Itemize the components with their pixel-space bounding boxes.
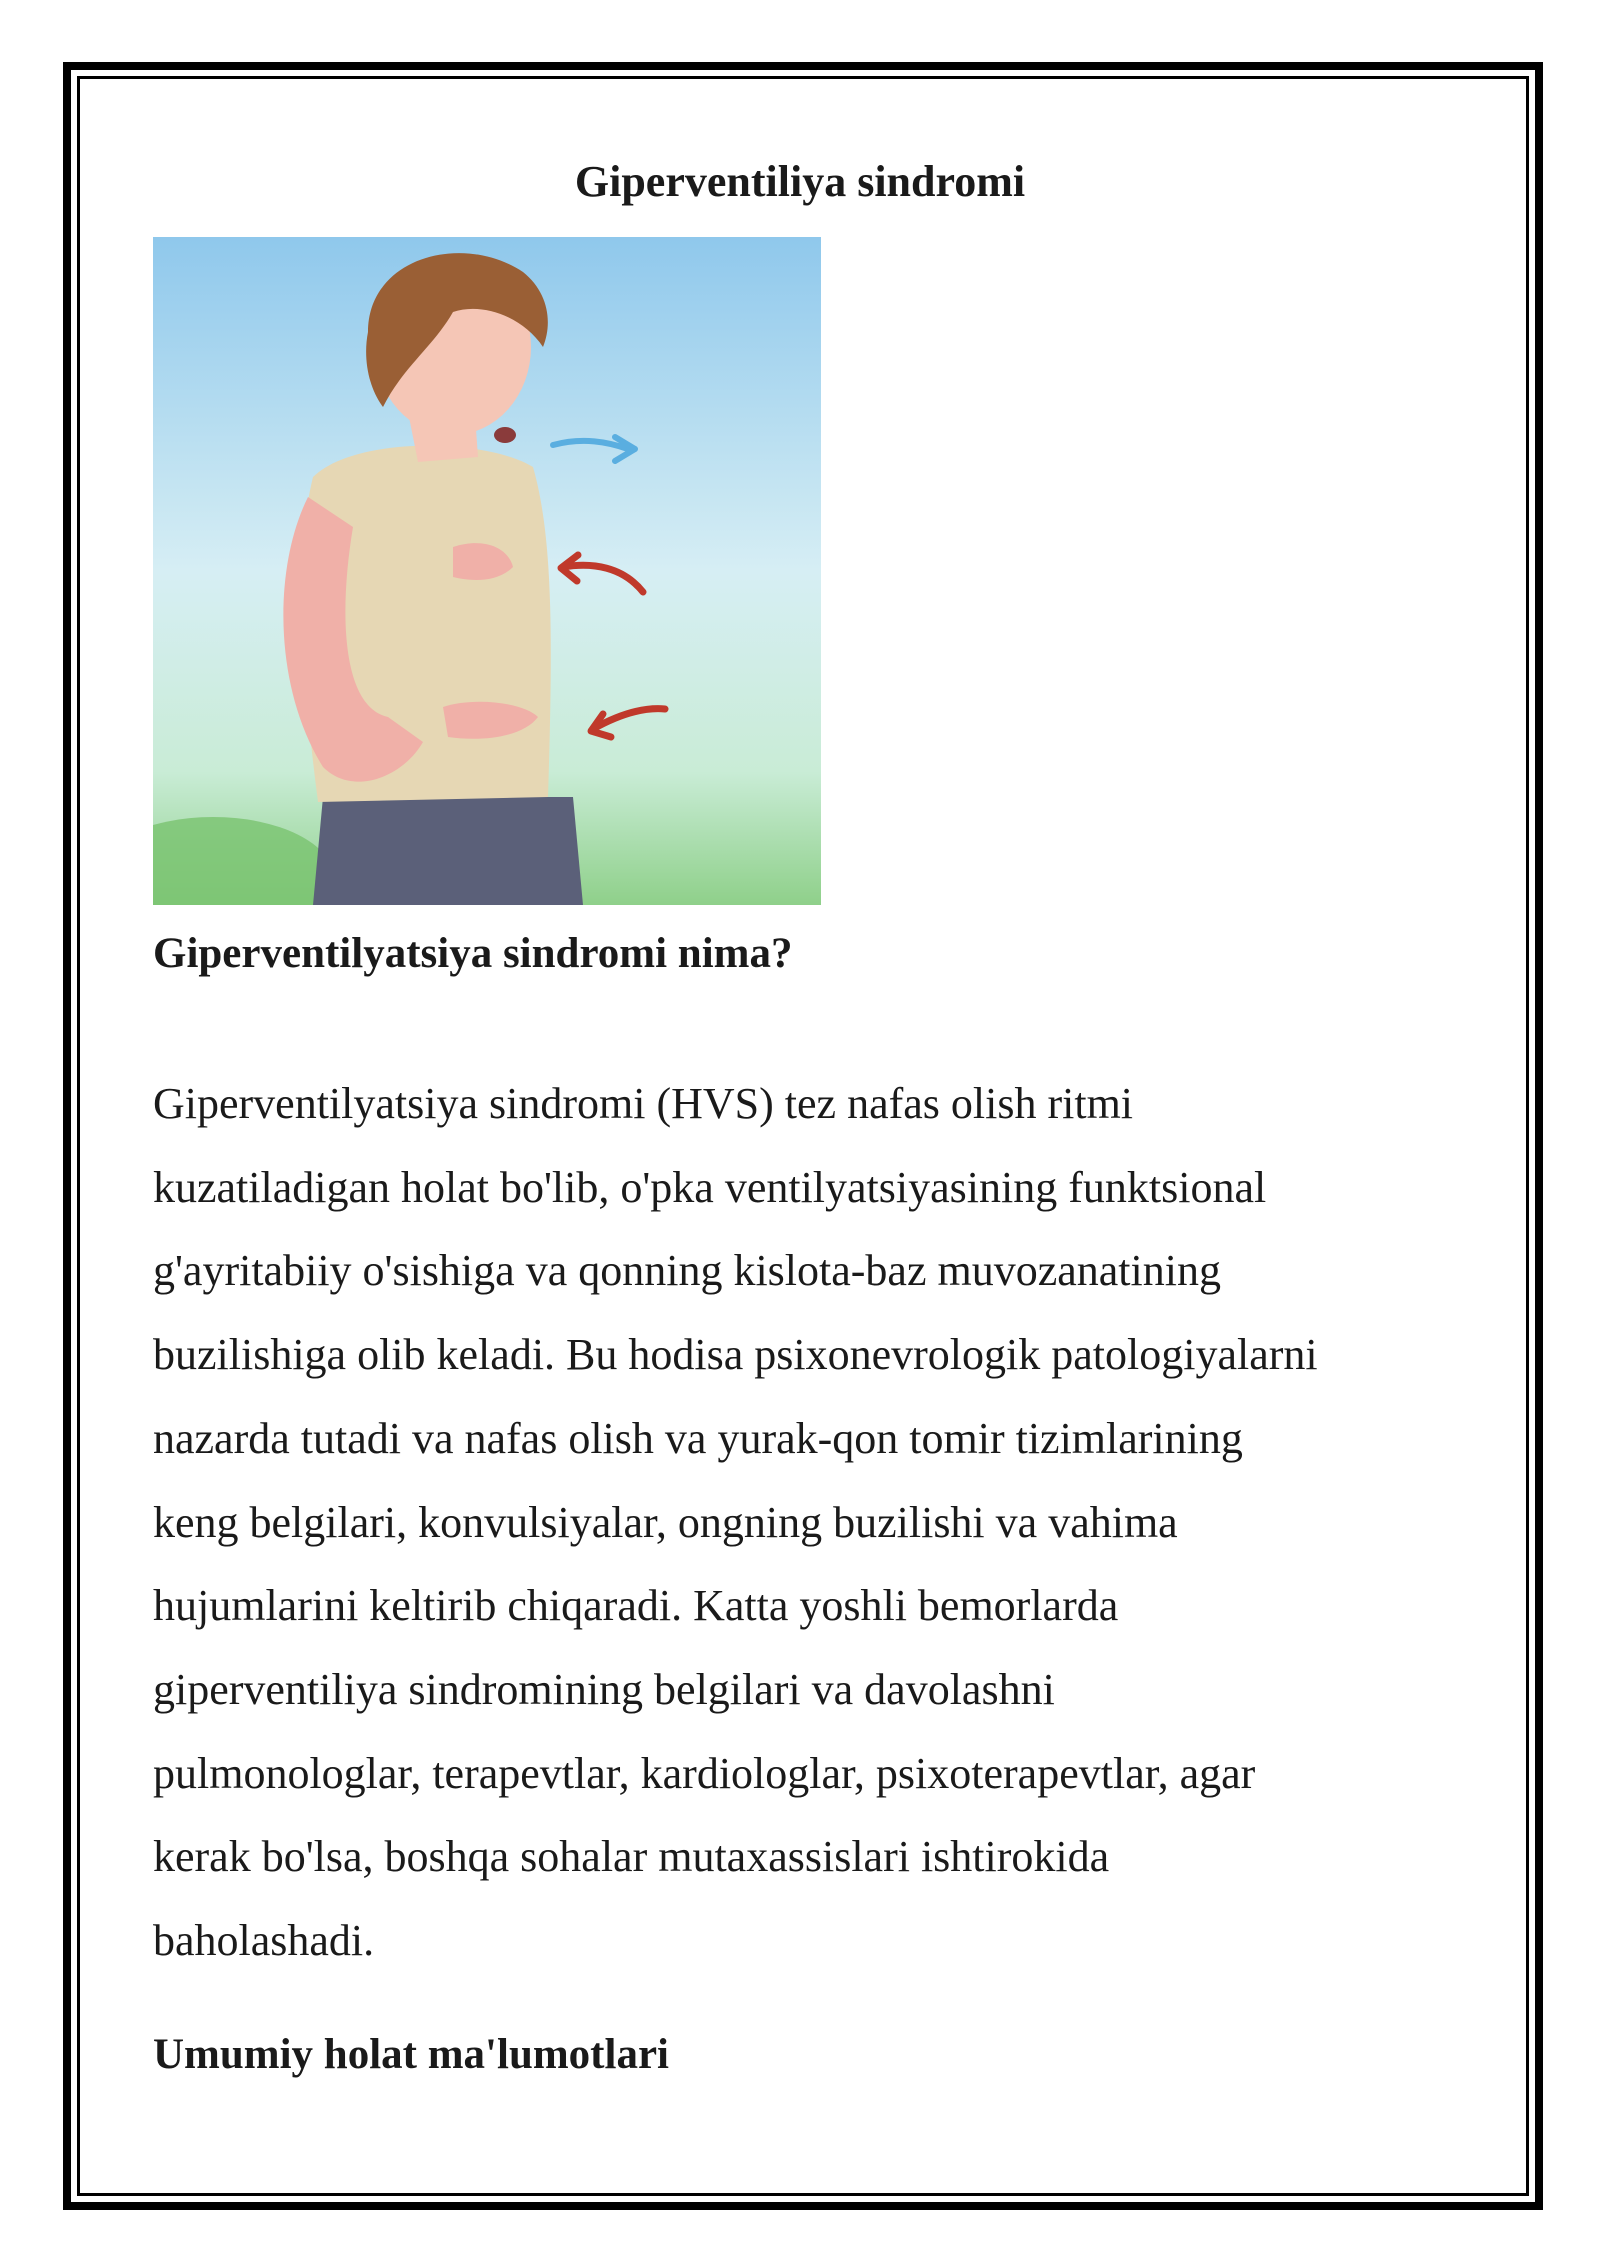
section-heading-umumiy: Umumiy holat ma'lumotlari [153,2031,669,2078]
breathing-illustration [153,237,821,905]
paragraph-line: Giperventilyatsiya sindromi (HVS) tez nafas olish ritmi [153,1079,1134,1128]
paragraph-line: hujumlarini keltirib chiqaradi. Katta yoshli bemorlarda [153,1581,1119,1631]
section-paragraph [153,1062,1453,1983]
paragraph-line: buzilishiga olib keladi. Bu hodisa psixonevrologik patologiyalarni [153,1330,1318,1380]
paragraph-line: nazarda tutadi va nafas olish va yurak-qon tomir tizimlarining [153,1413,1243,1463]
paragraph-line: baholashadi. [153,1916,375,1966]
section-heading-nima: Giperventilyatsiya sindromi nima? [153,930,793,977]
paragraph-line: g'ayritabiiy o'sishiga va qonning kislota-baz muvozanatining [153,1246,1221,1296]
paragraph-line: keng belgilari, konvulsiyalar, ongning buzilishi va vahima [153,1497,1178,1547]
paragraph-line: giperventiliya sindromining belgilari va davolashni [153,1664,1055,1714]
paragraph-line: kuzatiladigan holat bo'lib, o'pka ventilyatsiyasining funktsional [153,1162,1267,1212]
paragraph-line: pulmonologlar, terapevtlar, kardiologlar, psixoterapevtlar, agar [153,1748,1256,1798]
page-title: Giperventiliya sindromi [574,157,1026,206]
paragraph-line: kerak bo'lsa, boshqa sohalar mutaxassislari ishtirokida [153,1832,1110,1882]
